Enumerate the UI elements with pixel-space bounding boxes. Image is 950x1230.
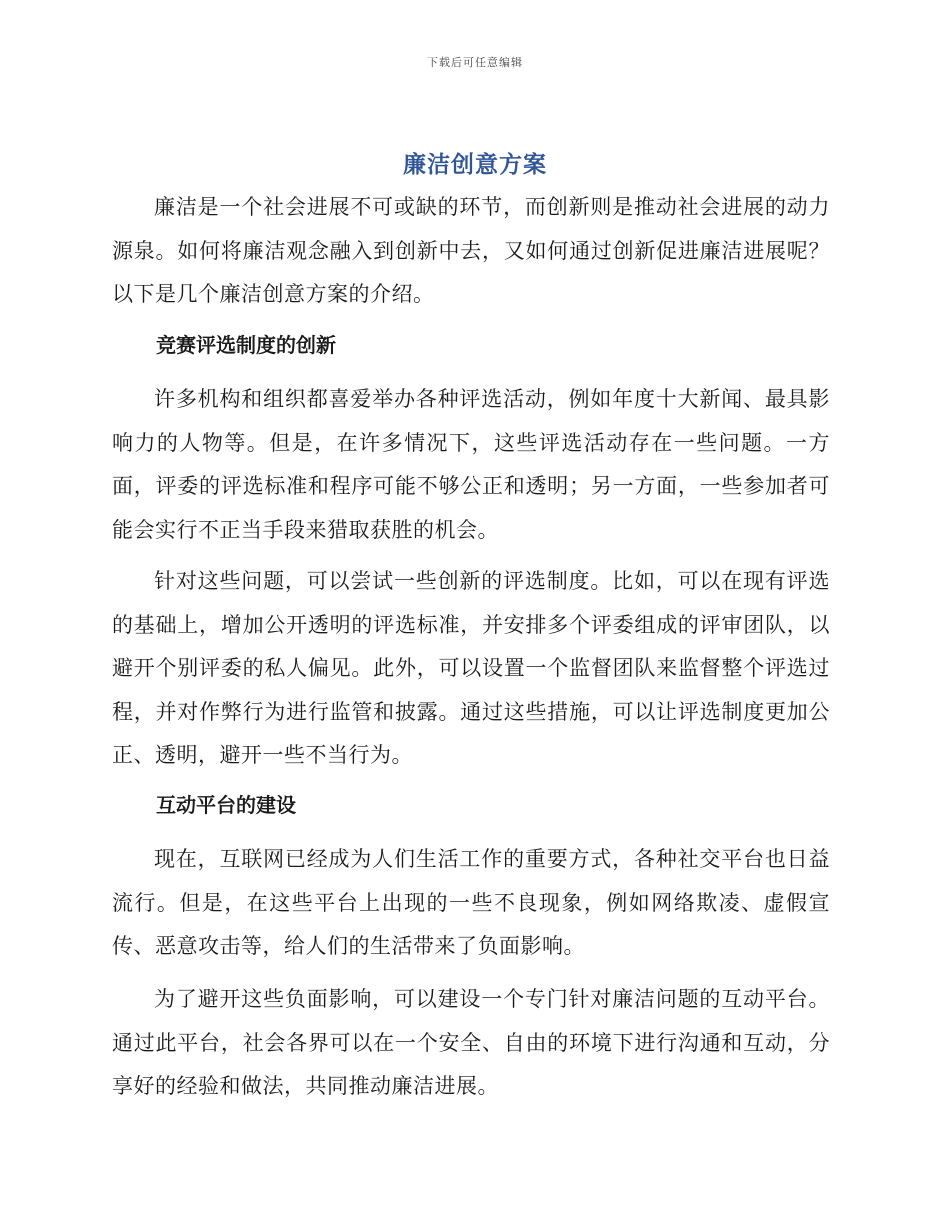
section-2-paragraph-2 [112,978,830,1109]
section-2 [112,790,830,820]
document-title: 廉洁创意方案 [403,152,547,178]
section-heading: 互动平台的建设 [156,793,296,817]
section-heading: 竞赛评选制度的创新 [156,333,336,357]
section-1-paragraph-2 [112,560,830,778]
paragraph: 许多机构和组织都喜爱举办各种评选活动，例如年度十大新闻、最具影响力的人物等。但是，在许多情况下，这些评选活动存在一些问题。一方面，评委的评选标准和程序可能不够公正和透明；另一方面，一些参加者可能会实行不正当手段来猎取获胜的机会。 [112,387,830,542]
header-note: 下载后可任意编辑 [427,56,523,69]
paragraph: 为了避开这些负面影响，可以建设一个专门针对廉洁问题的互动平台。通过此平台，社会各界可以在一个安全、自由的环境下进行沟通和互动，分享好的经验和做法，共同推动廉洁进展。 [112,987,830,1098]
paragraph: 针对这些问题，可以尝试一些创新的评选制度。比如，可以在现有评选的基础上，增加公开透明的评选标准，并安排多个评委组成的评审团队，以避开个别评委的私人偏见。此外，可以设置一个监督团队来监督整个评选过程，并对作弊行为进行监管和披露。通过这些措施，可以让评选制度更加公正、透明，避开一些不当行为。 [112,569,830,767]
section-2-paragraph-1 [112,838,830,969]
section-1 [112,330,830,360]
paragraph: 现在，互联网已经成为人们生活工作的重要方式，各种社交平台也日益流行。但是，在这些平台上出现的一些不良现象，例如网络欺凌、虚假宣传、恶意攻击等，给人们的生活带来了负面影响。 [112,847,830,958]
intro-paragraph: 廉洁是一个社会进展不可或缺的环节，而创新则是推动社会进展的动力源泉。如何将廉洁观念融入到创新中去，又如何通过创新促进廉洁进展呢？以下是几个廉洁创意方案的介绍。 [112,195,830,306]
intro-block [112,186,830,317]
section-1-paragraph-1 [112,378,830,552]
